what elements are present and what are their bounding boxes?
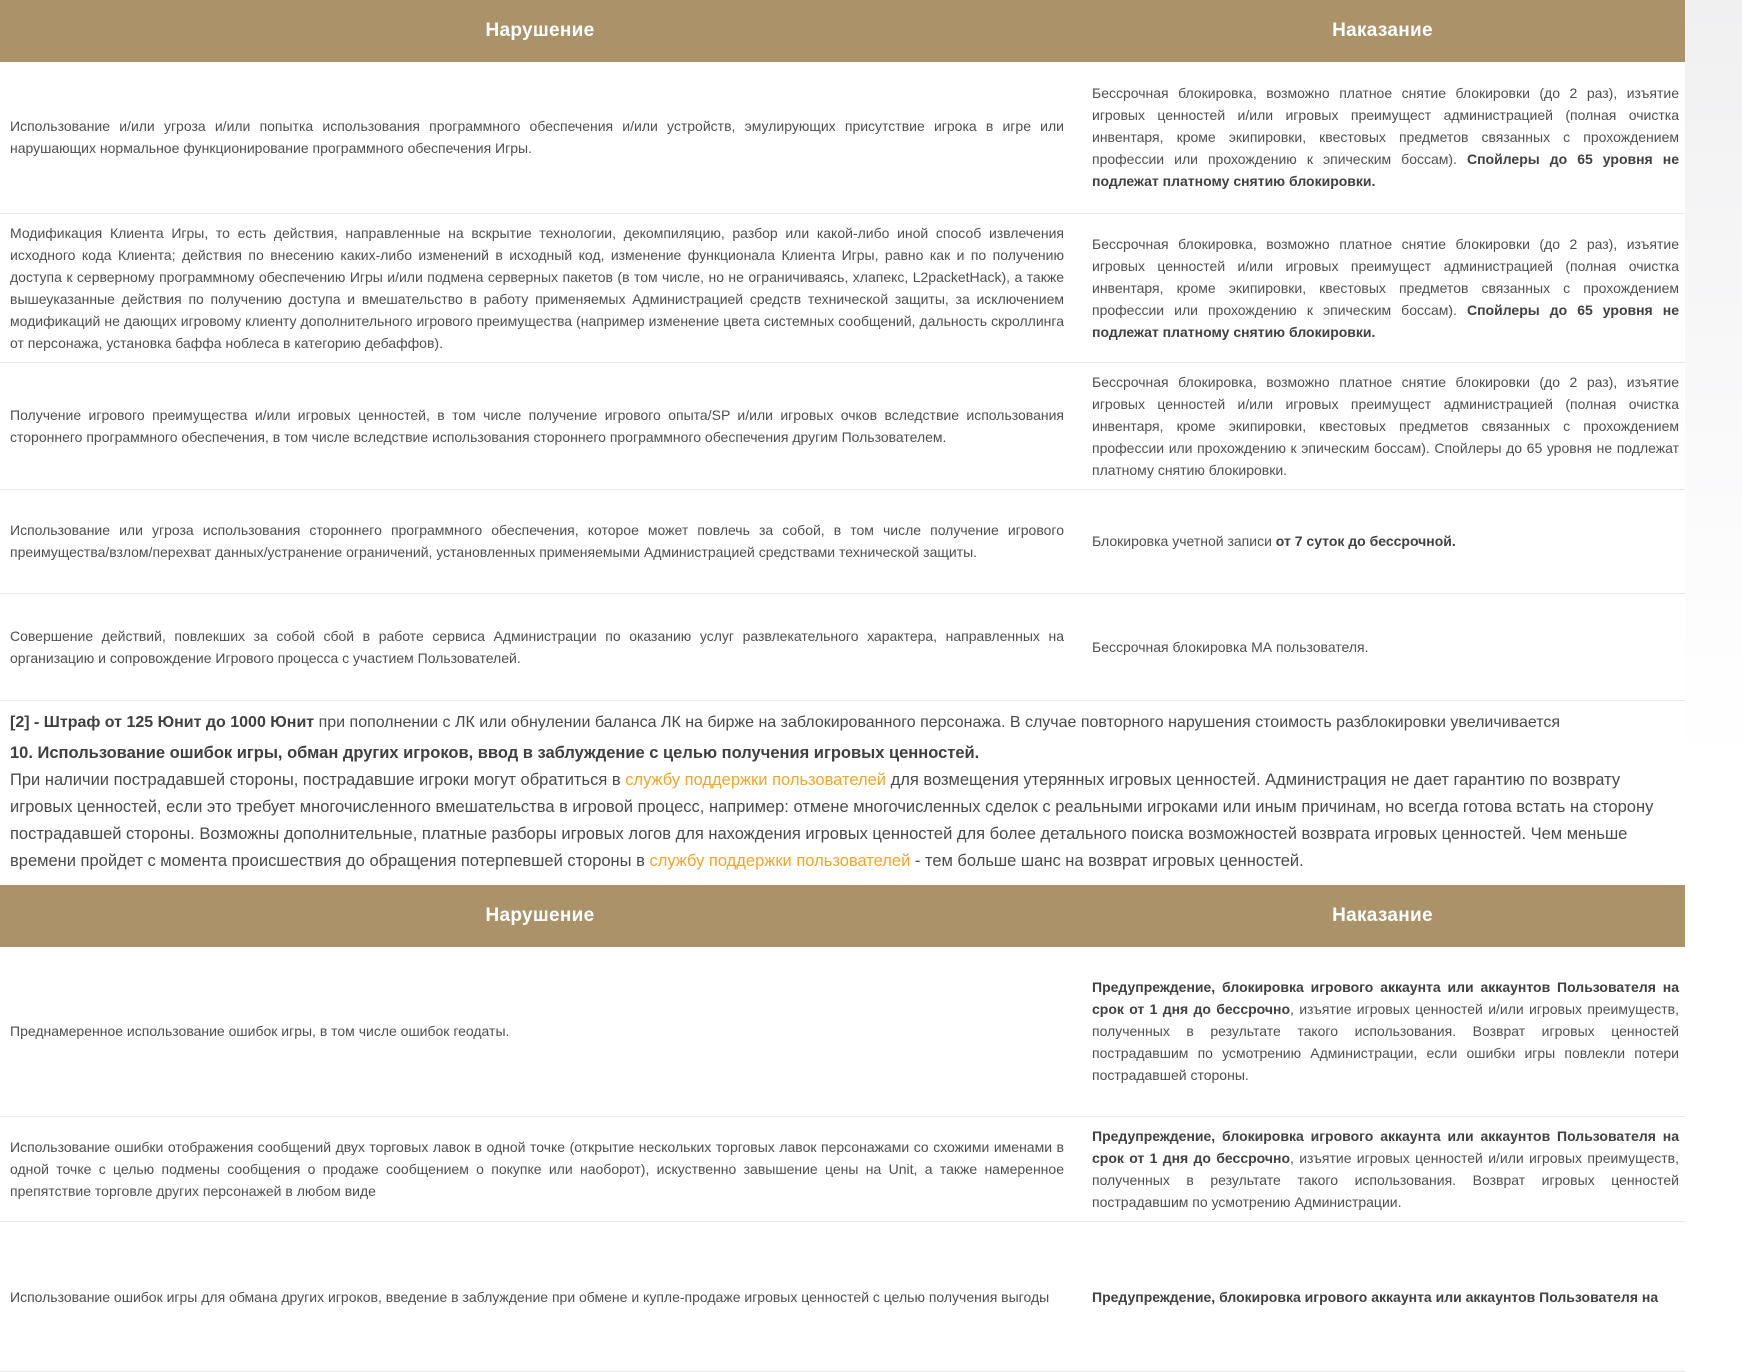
table-row (0, 489, 1685, 593)
table-row (0, 593, 1685, 700)
text-segment: Бессрочная блокировка, возможно платное снятие блокировки (до 2 раз), изъятие игровых ценностей и/или игровых преимущест администрацией (полная очистка инвентаря, кроме экипировки, квестовых предметов связанных с прохождением профессии или прохождению к эпическим боссам). Спойлеры до 65 уровня не подлежат платному снятию блокировки. (1092, 374, 1679, 478)
text-segment: Бессрочная блокировка, возможно платное снятие блокировки (до 2 раз), изъятие игровых ценностей и/или игровых преимущест администрацией (полная очистка инвентаря, кроме экипировки, квестовых предметов связанных с прохождением профессии или прохождению к эпическим боссам). (1092, 85, 1679, 167)
page-right-gutter (1685, 0, 1742, 1239)
punishment-cell (1080, 489, 1685, 593)
text-segment: Использование и/или угроза и/или попытка использования программного обеспечения и/или устройств, эмулирующих присутствие игрока в игре или нарушающих нормальное функционирование программного обеспечения Игры. (10, 118, 1064, 156)
bold-text-segment: Предупреждение, блокировка игрового аккаунта или аккаунтов Пользователя на срок от 1 дня до бессрочно (1092, 979, 1679, 1017)
table-row (0, 1117, 1685, 1222)
text-segment: Использование или угроза использования стороннего программного обеспечения, которое может повлечь за собой, в том числе получение игрового преимущества/взлом/перехват данных/устранение ограничений, установленных применяемыми Администрацией средствами технической защиты. (10, 522, 1064, 560)
table-row (0, 947, 1685, 1117)
table-row (0, 62, 1685, 213)
support-service-link[interactable]: службу поддержки пользователей (625, 771, 886, 789)
text-segment: Бессрочная блокировка, возможно платное снятие блокировки (до 2 раз), изъятие игровых ценностей и/или игровых преимущест администрацией (полная очистка инвентаря, кроме экипировки, квестовых предметов связанных с прохождением профессии или прохождению к эпическим боссам). (1092, 236, 1679, 318)
bold-text-segment: Предупреждение, блокировка игрового аккаунта или аккаунтов Пользователя на срок от 1 дня до бессрочно (1092, 1128, 1679, 1166)
text-segment: Бессрочная блокировка МА пользователя. (1092, 639, 1369, 655)
bold-text-segment: от 7 суток до бессрочной. (1276, 533, 1456, 549)
text-segment: Совершение действий, повлекших за собой сбой в работе сервиса Администрации по оказанию услуг развлекательного характера, направленных на организацию и сопровождение Игрового процесса с участием Пользователей. (10, 628, 1064, 666)
text-segment: Использование ошибок игры для обмана других игроков, введение в заблуждение при обмене и купле-продаже игровых ценностей с целью получения выгоды (10, 1289, 1049, 1305)
table2-body (0, 947, 1685, 1372)
text-segment: , изъятие игровых ценностей и/или игровых преимуществ, полученных в результате такого использования. Возврат игровых ценностей пострадавшим по усмотрению Администрации, если ошибки игры повлекли потери пострадавшей стороны. (1092, 1001, 1679, 1083)
text-segment: Модификация Клиента Игры, то есть действия, направленные на вскрытие технологии, декомпиляцию, разбор или какой-либо иной способ извлечения исходного кода Клиента; действия по внесению каких-либо изменений в исходный код, изменение функционала Клиента Игры, равно как и по получению доступа к серверному программному обеспечению Игры и/или подмена серверных пакетов (в том числе, но не ограничиваясь, хлапекс, L2packetHack), а также вышеуказанные действия по получению доступа и вмешательство в работу применяемых Администрацией средств технической защиты, за исключением модификаций не дающих игровому клиенту дополнительного игрового преимущества (например изменение цвета системных сообщений, дальность скроллинга от персонажа, установка баффа ноблеса в категорию дебаффов). (10, 225, 1064, 351)
text-segment: При наличии пострадавшей стороны, пострадавшие игроки могут обратиться в (10, 771, 625, 789)
between-tables-section (0, 711, 1685, 875)
punishment-cell (1080, 62, 1685, 213)
text-segment: Блокировка учетной записи (1092, 533, 1276, 549)
note-2 (10, 711, 1665, 735)
violation-cell (0, 489, 1080, 593)
text-segment: - тем больше шанс на возврат игровых ценностей. (910, 852, 1303, 870)
bold-text-segment: Предупреждение, блокировка игрового аккаунта или аккаунтов Пользователя на (1092, 1289, 1658, 1305)
violation-cell (0, 1222, 1080, 1372)
table1-header-row (0, 0, 1685, 62)
violation-cell (0, 1117, 1080, 1222)
punishment-cell (1080, 593, 1685, 700)
violation-cell (0, 62, 1080, 213)
punishment-column-header: Наказание (1080, 885, 1685, 947)
text-segment: , изъятие игровых ценностей и/или игровых преимуществ, полученных в результате такого использования. Возврат игровых ценностей пострадавшим по усмотрению Администрации. (1092, 1150, 1679, 1210)
bold-text-segment: Спойлеры до 65 уровня не подлежат платному снятию блокировки. (1092, 151, 1679, 189)
text-segment: для возмещения утерянных игровых ценностей. Администрация не дает гарантию по возврату игровых ценностей, если это требует многочисленного вмешательства в игровой процесс, например: отмене многочисленных сделок с реальными игроками или иным причинам, но всегда готова встать на сторону пострадавшей стороны. Возможны дополнительные, платные разборы игровых логов для нахождения игровых ценностей для более детального поиска возможностей возврата игровых ценностей. Чем меньше времени пройдет с момента происшествия до обращения потерпевшей стороны в (10, 771, 1653, 870)
text-segment: Получение игрового преимущества и/или игровых ценностей, в том числе получение игрового опыта/SP и/или игровых очков вследствие использования стороннего программного обеспечения, в том числе вследствие использования стороннего программного обеспечения другим Пользователем. (10, 407, 1064, 445)
text-segment: Использование ошибки отображения сообщений двух торговых лавок в одной точке (открытие нескольких торговых лавок персонажами со схожими именами в одной точке с целью подмены сообщения о продаже сообщением о покупке или наоборот), искуственно завышение цены на Unit, а также намеренное препятствие торговле других персонажей в любом виде (10, 1139, 1064, 1199)
rules-table-1 (0, 0, 1685, 701)
bold-text-segment: Спойлеры до 65 уровня не подлежат платному снятию блокировки. (1092, 302, 1679, 340)
punishment-column-header: Наказание (1080, 0, 1685, 62)
support-service-link[interactable]: службу поддержки пользователей (649, 852, 910, 870)
violation-cell (0, 213, 1080, 362)
violation-cell (0, 593, 1080, 700)
violation-column-header: Нарушение (0, 885, 1080, 947)
rules-table-2 (0, 885, 1685, 1372)
table-row (0, 213, 1685, 362)
table2-header-row (0, 885, 1685, 947)
section-10-paragraph (10, 767, 1665, 875)
violation-cell (0, 947, 1080, 1117)
table1-body (0, 62, 1685, 700)
punishment-cell (1080, 213, 1685, 362)
text-segment: Преднамеренное использование ошибок игры, в том числе ошибок геодаты. (10, 1023, 509, 1039)
violation-cell (0, 362, 1080, 489)
punishment-cell (1080, 1117, 1685, 1222)
punishment-cell (1080, 947, 1685, 1117)
section-10-heading: 10. Использование ошибок игры, обман других игроков, ввод в заблуждение с целью получения игровых ценностей. (10, 741, 1665, 765)
bold-text-segment: [2] - Штраф от 125 Юнит до 1000 Юнит (10, 714, 314, 731)
text-segment: при пополнении с ЛК или обнулении баланса ЛК на бирже на заблокированного персонажа. В случае повторного нарушения стоимость разблокировки увеличивается (314, 714, 1560, 731)
punishment-cell (1080, 1222, 1685, 1372)
punishment-cell (1080, 362, 1685, 489)
violation-column-header: Нарушение (0, 0, 1080, 62)
table-row (0, 1222, 1685, 1372)
table-row (0, 362, 1685, 489)
